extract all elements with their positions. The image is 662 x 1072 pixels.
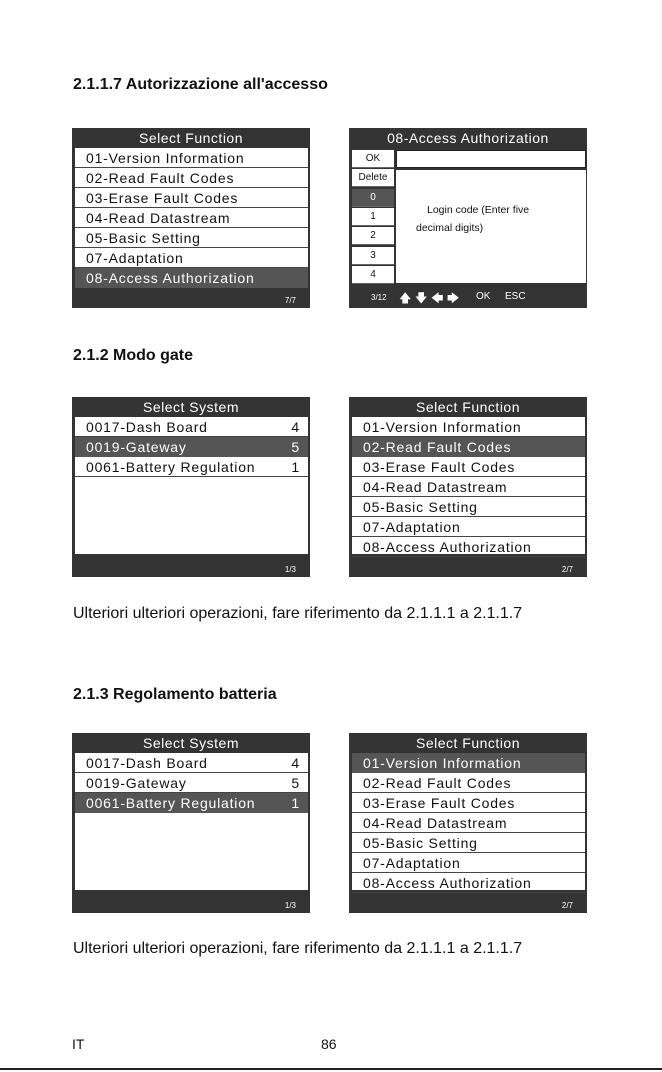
- screen-select-function-s1: [72, 128, 310, 308]
- function-item-label: 04-Read Datastream: [363, 815, 508, 831]
- section-heading-access-authorization: 2.1.1.7 Autorizzazione all'accesso: [73, 76, 328, 93]
- keypad-key[interactable]: 2: [352, 227, 394, 245]
- function-item[interactable]: [75, 148, 308, 168]
- function-item-label: 08-Access Authorization: [363, 539, 532, 555]
- function-item-label: 08-Access Authorization: [86, 270, 255, 286]
- system-item-count: 4: [291, 755, 300, 771]
- function-item-label: 02-Read Fault Codes: [363, 439, 512, 455]
- function-item[interactable]: [75, 248, 308, 268]
- system-item[interactable]: [75, 437, 308, 457]
- system-item[interactable]: [75, 753, 308, 773]
- screen-title: Select System: [143, 735, 239, 751]
- system-list: [75, 417, 308, 554]
- system-item-label: 0017-Dash Board: [86, 755, 208, 771]
- system-item[interactable]: [75, 793, 308, 813]
- function-item-label: 03-Erase Fault Codes: [363, 459, 516, 475]
- function-list: [352, 753, 585, 890]
- function-list: [352, 417, 585, 554]
- function-item[interactable]: [352, 457, 585, 477]
- keypad-key[interactable]: Delete: [352, 169, 394, 187]
- system-item[interactable]: [75, 417, 308, 437]
- section-heading-gateway-mode: 2.1.2 Modo gate: [73, 347, 194, 364]
- keypad-key[interactable]: 4: [352, 266, 394, 284]
- keypad-key[interactable]: 0: [352, 189, 394, 207]
- screen-select-system-s3: [72, 733, 310, 913]
- function-item-label: 02-Read Fault Codes: [86, 170, 235, 186]
- esc-button[interactable]: ESC: [505, 291, 526, 302]
- function-item[interactable]: [352, 873, 585, 893]
- footer-divider: [0, 1068, 662, 1070]
- function-item-label: 05-Basic Setting: [363, 835, 478, 851]
- function-item[interactable]: [352, 517, 585, 537]
- arrow-down-icon[interactable]: 🡇: [415, 291, 428, 305]
- footer-language: IT: [72, 1036, 85, 1052]
- screen-access-authorization: [349, 128, 587, 308]
- page-indicator: 7/7: [284, 296, 296, 305]
- page-indicator: 1/3: [284, 565, 296, 574]
- function-item[interactable]: [352, 477, 585, 497]
- function-item-label: 07-Adaptation: [363, 519, 461, 535]
- reference-note: Ulteriori ulteriori operazioni, fare riferimento da 2.1.1.1 a 2.1.1.7: [73, 940, 523, 957]
- screen-title: Select Function: [416, 735, 520, 751]
- page-indicator: 1/3: [284, 901, 296, 910]
- function-item-label: 03-Erase Fault Codes: [363, 795, 516, 811]
- function-item-label: 04-Read Datastream: [86, 210, 231, 226]
- arrow-left-icon[interactable]: 🡄: [431, 291, 444, 305]
- ok-button[interactable]: OK: [476, 291, 491, 302]
- navigation-bar: [349, 286, 587, 308]
- function-item[interactable]: [352, 853, 585, 873]
- function-item[interactable]: [352, 753, 585, 773]
- arrow-right-icon[interactable]: 🡆: [447, 291, 460, 305]
- screen-title: Select Function: [139, 130, 243, 146]
- keypad-key[interactable]: 1: [352, 208, 394, 226]
- login-code-input[interactable]: [396, 150, 586, 168]
- page-indicator: 2/7: [561, 901, 573, 910]
- function-item-label: 04-Read Datastream: [363, 479, 508, 495]
- function-item[interactable]: [352, 497, 585, 517]
- function-item-label: 05-Basic Setting: [86, 230, 201, 246]
- screen-title: Select Function: [416, 399, 520, 415]
- function-item-label: 01-Version Information: [86, 150, 245, 166]
- function-item[interactable]: [352, 773, 585, 793]
- page-indicator: 3/12: [371, 293, 387, 302]
- system-item-label: 0017-Dash Board: [86, 419, 208, 435]
- function-item-label: 07-Adaptation: [86, 250, 184, 266]
- system-item-label: 0019-Gateway: [86, 439, 187, 455]
- footer-page-number: 86: [321, 1036, 337, 1052]
- screen-select-function-s3: [349, 733, 587, 913]
- function-item[interactable]: [352, 813, 585, 833]
- function-list: [75, 148, 308, 285]
- screen-select-function-s2: [349, 397, 587, 577]
- message-area: [396, 170, 586, 283]
- keypad-key[interactable]: 3: [352, 247, 394, 265]
- system-item-label: 0019-Gateway: [86, 775, 187, 791]
- function-item-label: 03-Erase Fault Codes: [86, 190, 239, 206]
- system-item-count: 1: [291, 795, 300, 811]
- function-item[interactable]: [75, 168, 308, 188]
- function-item[interactable]: [75, 268, 308, 288]
- screen-title: 08-Access Authorization: [387, 130, 549, 146]
- function-item[interactable]: [75, 228, 308, 248]
- system-item[interactable]: [75, 457, 308, 477]
- page-indicator: 2/7: [561, 565, 573, 574]
- function-item-label: 08-Access Authorization: [363, 875, 532, 891]
- function-item[interactable]: [352, 417, 585, 437]
- system-item-count: 1: [291, 459, 300, 475]
- function-item-label: 02-Read Fault Codes: [363, 775, 512, 791]
- section-heading-battery-regulation: 2.1.3 Regolamento batteria: [73, 686, 277, 703]
- system-list: [75, 753, 308, 890]
- function-item-label: 07-Adaptation: [363, 855, 461, 871]
- function-item[interactable]: [352, 793, 585, 813]
- screen-select-system-s2: [72, 397, 310, 577]
- login-message-line1: Login code (Enter five: [427, 204, 530, 216]
- function-item-label: 05-Basic Setting: [363, 499, 478, 515]
- system-item[interactable]: [75, 773, 308, 793]
- function-item[interactable]: [352, 833, 585, 853]
- screen-title: Select System: [143, 399, 239, 415]
- function-item[interactable]: [352, 437, 585, 457]
- function-item[interactable]: [75, 208, 308, 228]
- function-item[interactable]: [352, 537, 585, 557]
- reference-note: Ulteriori ulteriori operazioni, fare riferimento da 2.1.1.1 a 2.1.1.7: [73, 605, 523, 622]
- system-item-count: 5: [291, 775, 300, 791]
- function-item-label: 01-Version Information: [363, 419, 522, 435]
- system-item-count: 4: [291, 419, 300, 435]
- arrow-up-icon[interactable]: 🡅: [399, 291, 412, 305]
- system-item-label: 0061-Battery Regulation: [86, 795, 256, 811]
- function-item[interactable]: [75, 188, 308, 208]
- login-message-line2: decimal digits): [416, 222, 484, 234]
- function-item-label: 01-Version Information: [363, 755, 522, 771]
- system-item-count: 5: [291, 439, 300, 455]
- keypad-key[interactable]: OK: [352, 150, 394, 168]
- system-item-label: 0061-Battery Regulation: [86, 459, 256, 475]
- keypad: [352, 148, 394, 285]
